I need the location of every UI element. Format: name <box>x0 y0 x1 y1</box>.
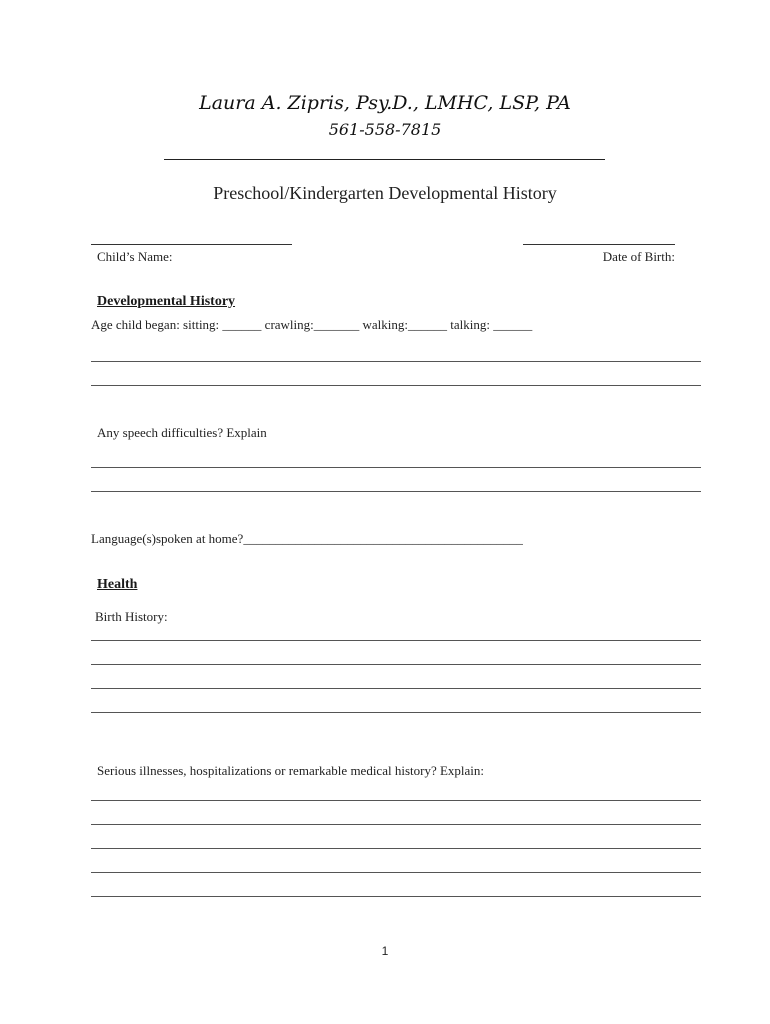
answer-line[interactable] <box>91 896 701 897</box>
answer-line[interactable] <box>91 712 701 713</box>
form-title: Preschool/Kindergarten Developmental History <box>213 183 557 203</box>
answer-line[interactable] <box>91 385 701 386</box>
birth-history-label: Birth History: <box>95 609 168 624</box>
answer-line[interactable] <box>91 848 701 849</box>
milestones-question: Age child began: sitting: ______ crawling:_______ walking:______ talking: ______ <box>91 317 533 332</box>
dob-label: Date of Birth: <box>602 249 675 264</box>
child-name-field[interactable] <box>91 244 292 245</box>
answer-line[interactable] <box>91 800 701 801</box>
answer-line[interactable] <box>91 872 701 873</box>
speech-question: Any speech difficulties? Explain <box>97 425 267 440</box>
illness-question: Serious illnesses, hospitalizations or remarkable medical history? Explain: <box>97 763 485 778</box>
answer-line[interactable] <box>91 664 701 665</box>
answer-line[interactable] <box>91 824 701 825</box>
health-heading: Health <box>97 577 138 592</box>
page-number: 1 <box>381 944 389 958</box>
answer-line[interactable] <box>91 491 701 492</box>
answer-line[interactable] <box>91 640 701 641</box>
developmental-history-heading: Developmental History <box>97 294 236 309</box>
provider-phone: 561-558-7815 <box>328 120 442 139</box>
answer-line[interactable] <box>91 467 701 468</box>
answer-line[interactable] <box>91 688 701 689</box>
dob-field[interactable] <box>523 244 675 245</box>
provider-name: Laura A. Zipris, Psy.D., LMHC, LSP, PA <box>199 92 571 114</box>
header-divider <box>164 159 605 160</box>
language-question: Language(s)spoken at home?___________________________________________ <box>91 531 523 546</box>
answer-line[interactable] <box>91 361 701 362</box>
child-name-label: Child’s Name: <box>97 249 173 264</box>
